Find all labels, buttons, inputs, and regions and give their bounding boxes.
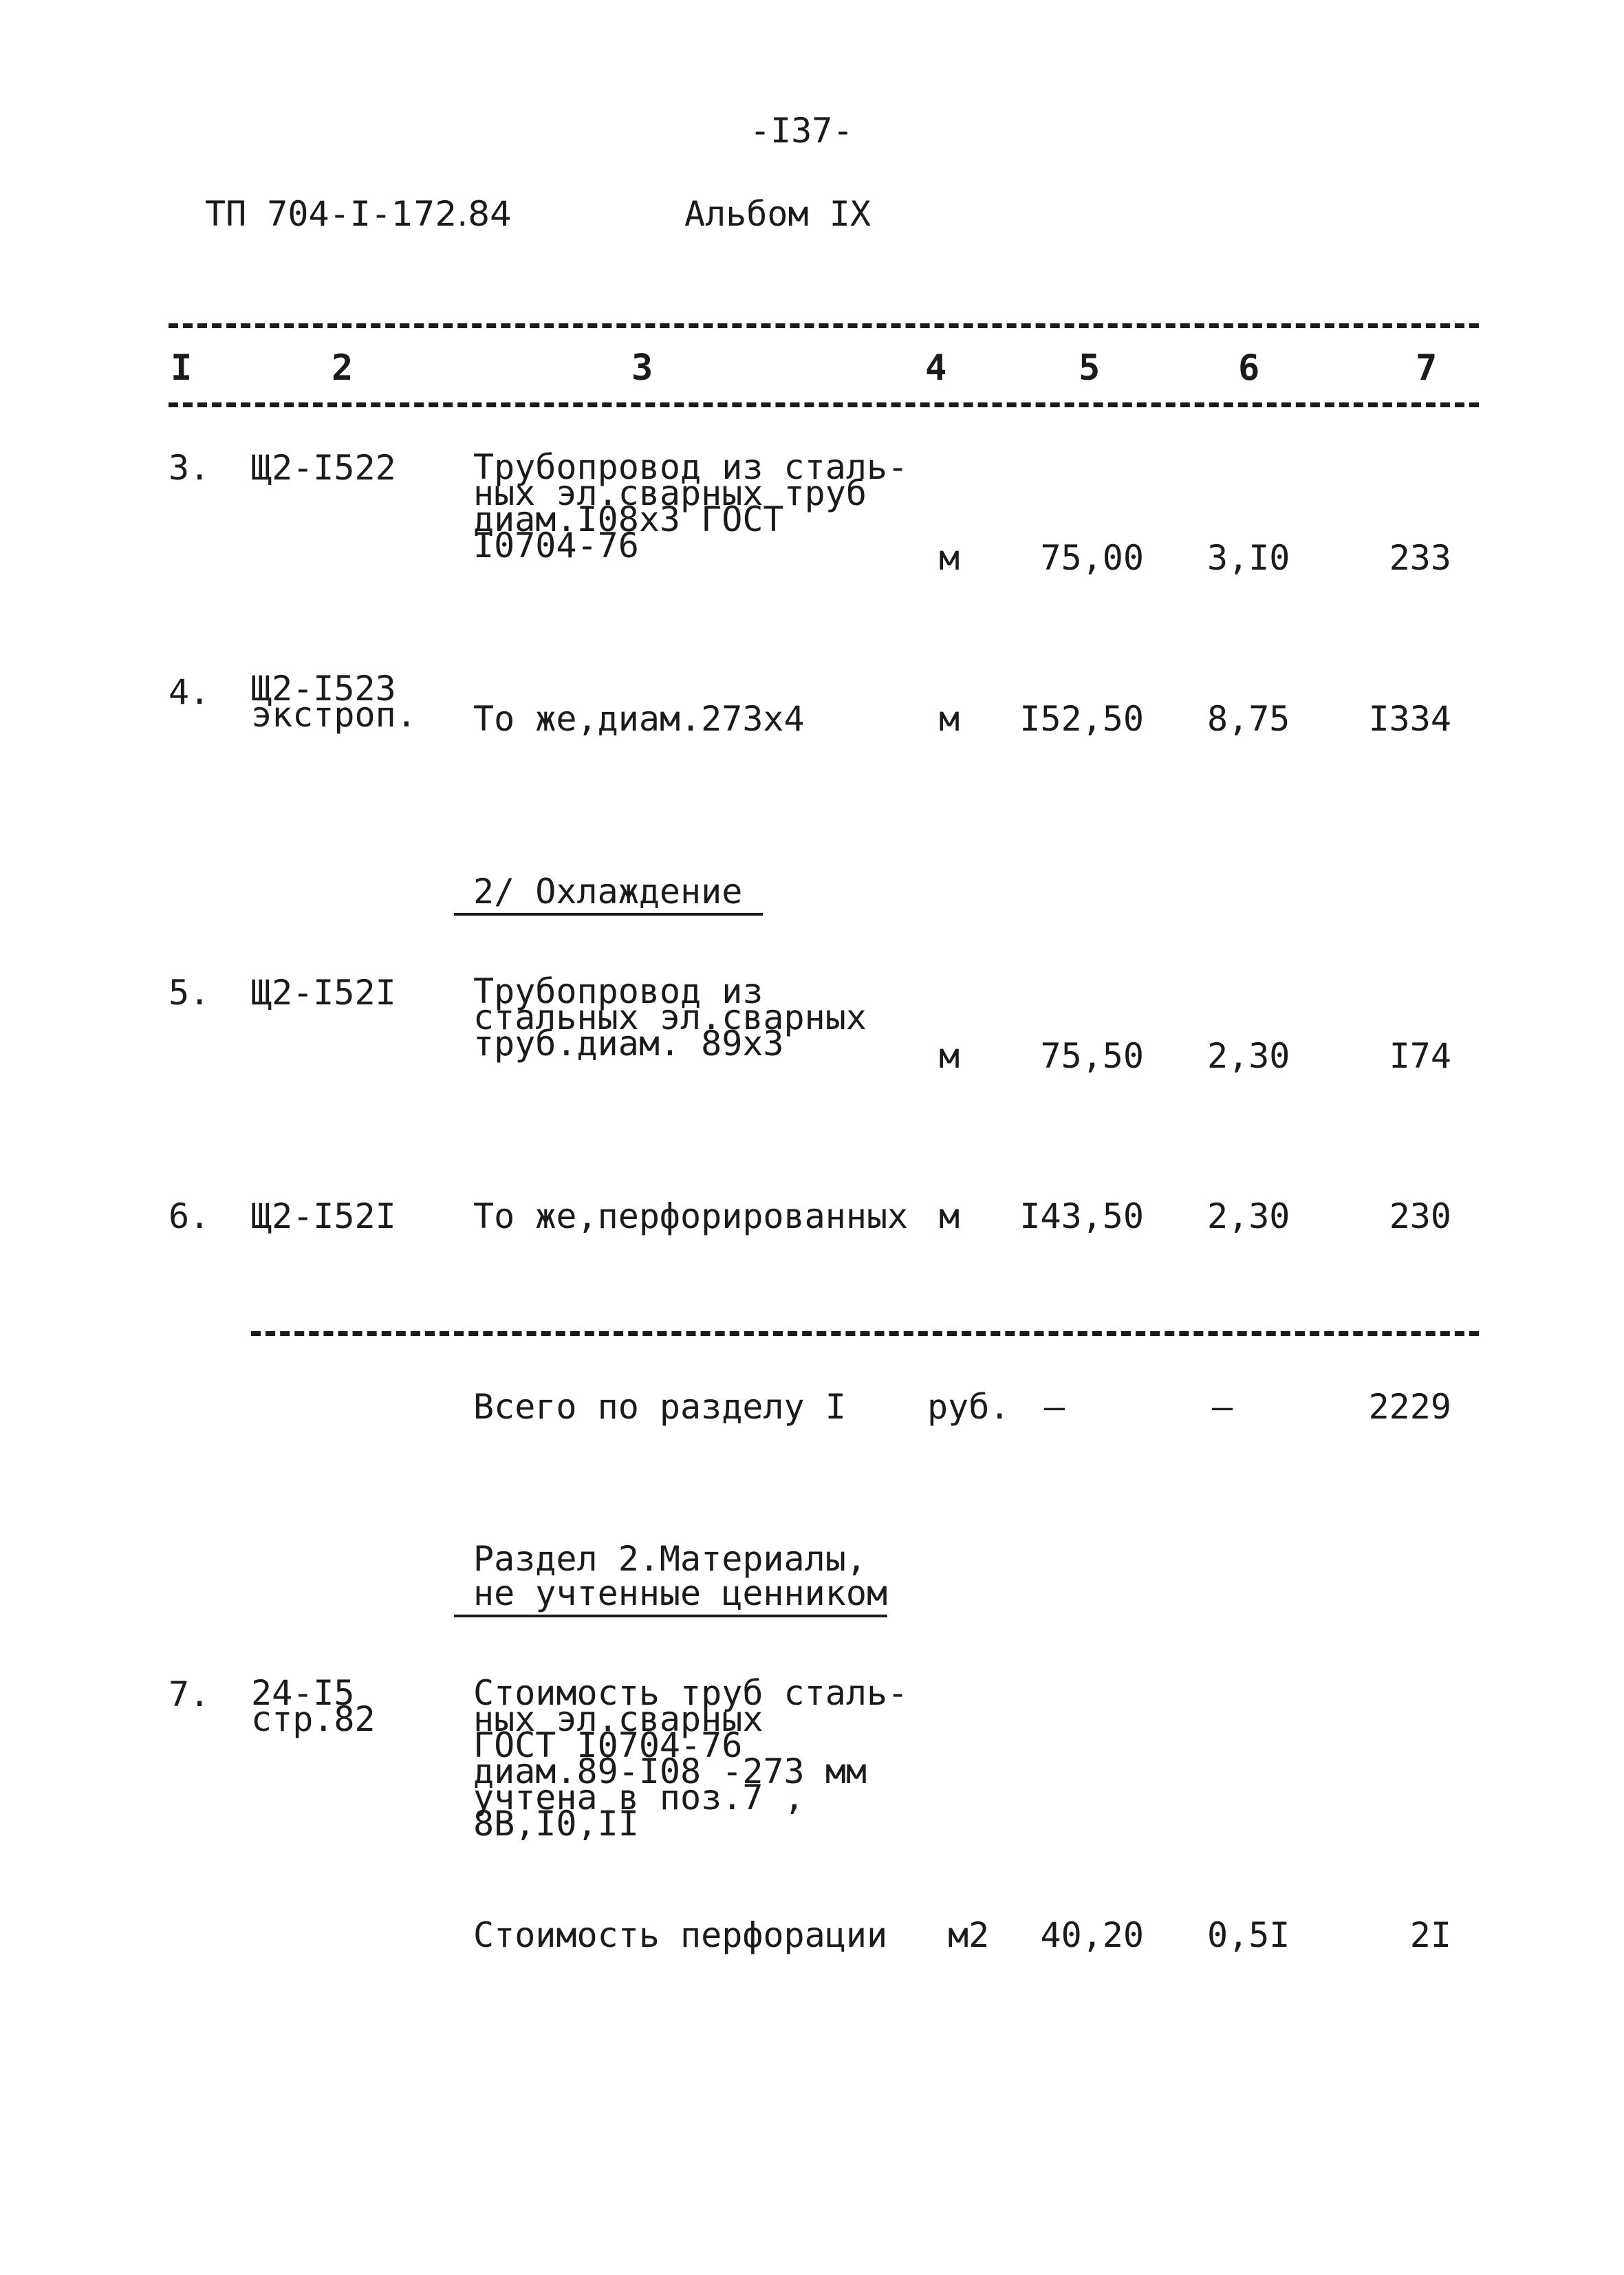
row-6-code: Щ2-I52I <box>251 1196 396 1236</box>
doc-code-handwritten: 172.84 <box>391 194 512 234</box>
section-2-title: Раздел 2.Материалы, <box>473 1539 867 1579</box>
row-4-unit: м <box>939 699 960 739</box>
row-3-unit: м <box>939 538 960 578</box>
row-6-price: 2,30 <box>1207 1196 1290 1236</box>
column-header-3: 3 <box>631 347 653 389</box>
row-5-code: Щ2-I52I <box>251 973 396 1013</box>
page-number: -I37- <box>750 111 854 151</box>
section-total-price: – <box>1212 1387 1233 1427</box>
row-5-total: I74 <box>1389 1036 1451 1076</box>
row-5-quantity: 75,50 <box>1040 1036 1144 1076</box>
section-total-quantity: – <box>1044 1387 1065 1427</box>
section-total-amount: 2229 <box>1368 1387 1451 1427</box>
section-total-label: Всего по разделу I <box>473 1387 846 1427</box>
perforation-price: 0,5I <box>1207 1915 1290 1955</box>
row-5-description: Трубопровод из стальных эл.сварных труб.диам. 89x3 <box>473 971 867 1064</box>
table-top-rule <box>169 323 1479 328</box>
row-3-quantity: 75,00 <box>1040 538 1144 578</box>
row-3-price: 3,I0 <box>1207 538 1290 578</box>
row-6-total: 230 <box>1389 1196 1451 1236</box>
row-4-code: Щ2-I523 экстроп. <box>251 669 417 735</box>
perforation-total: 2I <box>1409 1915 1451 1955</box>
row-4-description: То же,диам.273x4 <box>473 699 805 739</box>
row-4-number: 4. <box>169 672 210 712</box>
row-7-description: Стоимость труб сталь- ных эл.сварных ГОСТ I0704-76 диам.89-I08 -273 мм учтена в поз.7 , 8В,I0,II <box>473 1673 909 1844</box>
column-header-5: 5 <box>1079 347 1101 389</box>
row-5-unit: м <box>939 1036 960 1076</box>
perforation-quantity: 40,20 <box>1040 1915 1144 1955</box>
perforation-label: Стоимость перфорации <box>473 1915 888 1955</box>
row-6-quantity: I43,50 <box>1019 1196 1144 1236</box>
column-header-1: I <box>171 347 193 389</box>
row-6-unit: м <box>939 1196 960 1236</box>
row-4-price: 8,75 <box>1207 699 1290 739</box>
doc-code <box>205 195 512 233</box>
row-5-price: 2,30 <box>1207 1036 1290 1076</box>
doc-code-printed: ТП 704-I- <box>205 194 391 234</box>
row-4-quantity: I52,50 <box>1019 699 1144 739</box>
table-header-rule <box>169 402 1479 407</box>
row-3-total: 233 <box>1389 538 1451 578</box>
column-header-7: 7 <box>1416 347 1438 389</box>
row-5-number: 5. <box>169 973 210 1013</box>
section-total-unit: руб. <box>927 1387 1010 1427</box>
row-4-total: I334 <box>1368 699 1451 739</box>
row-6-description: То же,перфорированных <box>473 1196 909 1236</box>
subsection-cooling-title <box>454 872 763 911</box>
row-3-code: Щ2-I522 <box>251 448 396 488</box>
row-3-number: 3. <box>169 448 210 488</box>
row-7-code: 24-I5 стр.82 <box>251 1673 376 1739</box>
subsection-cooling-text: 2/ Охлаждение <box>454 872 763 916</box>
section-2-subtitle <box>454 1574 887 1613</box>
column-header-4: 4 <box>925 347 947 389</box>
column-header-6: 6 <box>1238 347 1260 389</box>
column-header-2: 2 <box>332 347 354 389</box>
album-label: Альбом IX <box>684 194 871 234</box>
row-6-number: 6. <box>169 1196 210 1236</box>
row-7-number: 7. <box>169 1674 210 1714</box>
section-2-subtitle-text: не учтенные ценником <box>454 1573 887 1617</box>
perforation-unit: м2 <box>948 1915 990 1955</box>
row-3-description: Трубопровод из сталь- ных эл.сварных труб диам.I08x3 ГОСТ I0704-76 <box>473 447 909 565</box>
section-total-rule <box>251 1331 1479 1336</box>
